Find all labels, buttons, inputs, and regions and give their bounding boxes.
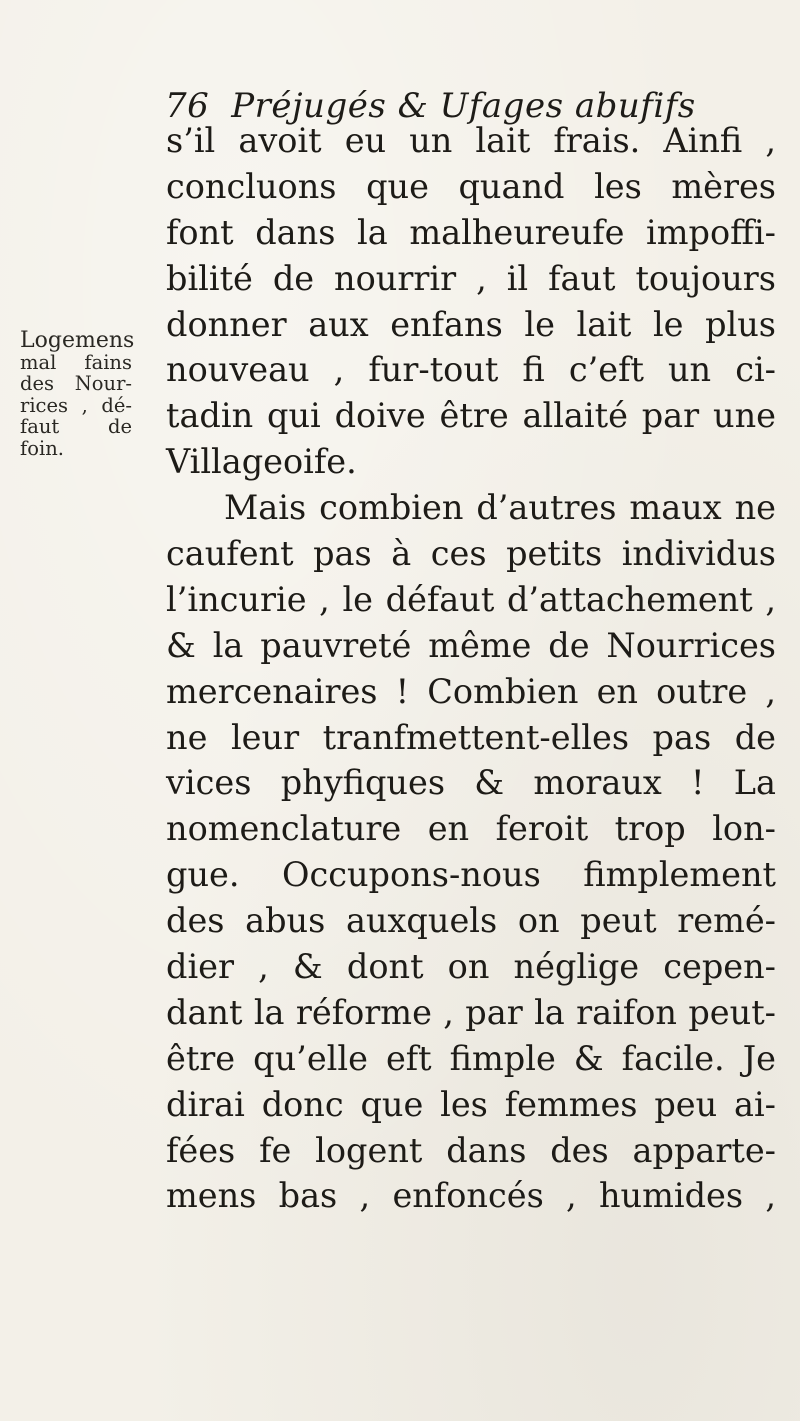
text-line: & la pauvreté même de Nourrices	[166, 625, 776, 665]
text-line: fées fe logent dans des apparte-	[166, 1130, 776, 1170]
margin-note	[20, 328, 135, 460]
text-line: dant la réforme , par la raifon peut-	[166, 992, 776, 1032]
text-line: mercenaires ! Combien en outre ,	[166, 671, 776, 711]
margin-note-line: rices , dé-	[20, 393, 132, 417]
margin-note-line: mal fains	[20, 350, 132, 374]
text-line: gue. Occupons-nous fimplement	[166, 855, 776, 895]
text-line: Villageoife.	[166, 442, 357, 482]
margin-note-line: Logemens	[20, 328, 135, 353]
text-line: être qu’elle eft fimple & facile. Je	[166, 1038, 776, 1078]
text-line: donner aux enfans le lait le plus	[166, 304, 776, 344]
text-line: dirai donc que les femmes peu ai-	[166, 1084, 776, 1124]
text-line: Mais combien d’autres maux ne	[224, 488, 776, 528]
text-line: mens bas , enfoncés , humides ,	[166, 1176, 776, 1216]
text-line: des abus auxquels on peut remé-	[166, 901, 776, 941]
text-line: nouveau , fur-tout fi c’eft un ci-	[166, 350, 776, 390]
text-line: font dans la malheureufe impoffi-	[166, 212, 776, 252]
text-line: concluons que quand les mères	[166, 166, 776, 206]
text-line: bilité de nourrir , il faut toujours	[166, 258, 776, 298]
text-line: l’incurie , le défaut d’attachement ,	[166, 579, 776, 619]
margin-note-line: des Nour-	[20, 372, 132, 395]
margin-note-line: foin.	[20, 436, 64, 460]
page-number: 76	[165, 86, 210, 126]
text-line: s’il avoit eu un lait frais. Ainfi ,	[166, 121, 776, 160]
text-line: caufent pas à ces petits individus	[166, 534, 776, 574]
text-line: vices phyfiques & moraux ! La	[166, 763, 776, 803]
text-line: dier , & dont on néglige cepen-	[166, 947, 776, 987]
margin-note-line: faut de	[20, 415, 132, 438]
text-line: tadin qui doive être allaité par une	[166, 396, 776, 436]
text-line: nomenclature en feroit trop lon-	[166, 809, 776, 849]
main-text-block	[166, 118, 776, 1219]
running-title: Préjugés & Ufages abufifs	[231, 86, 696, 126]
text-line: ne leur tranfmettent-elles pas de	[166, 717, 776, 757]
